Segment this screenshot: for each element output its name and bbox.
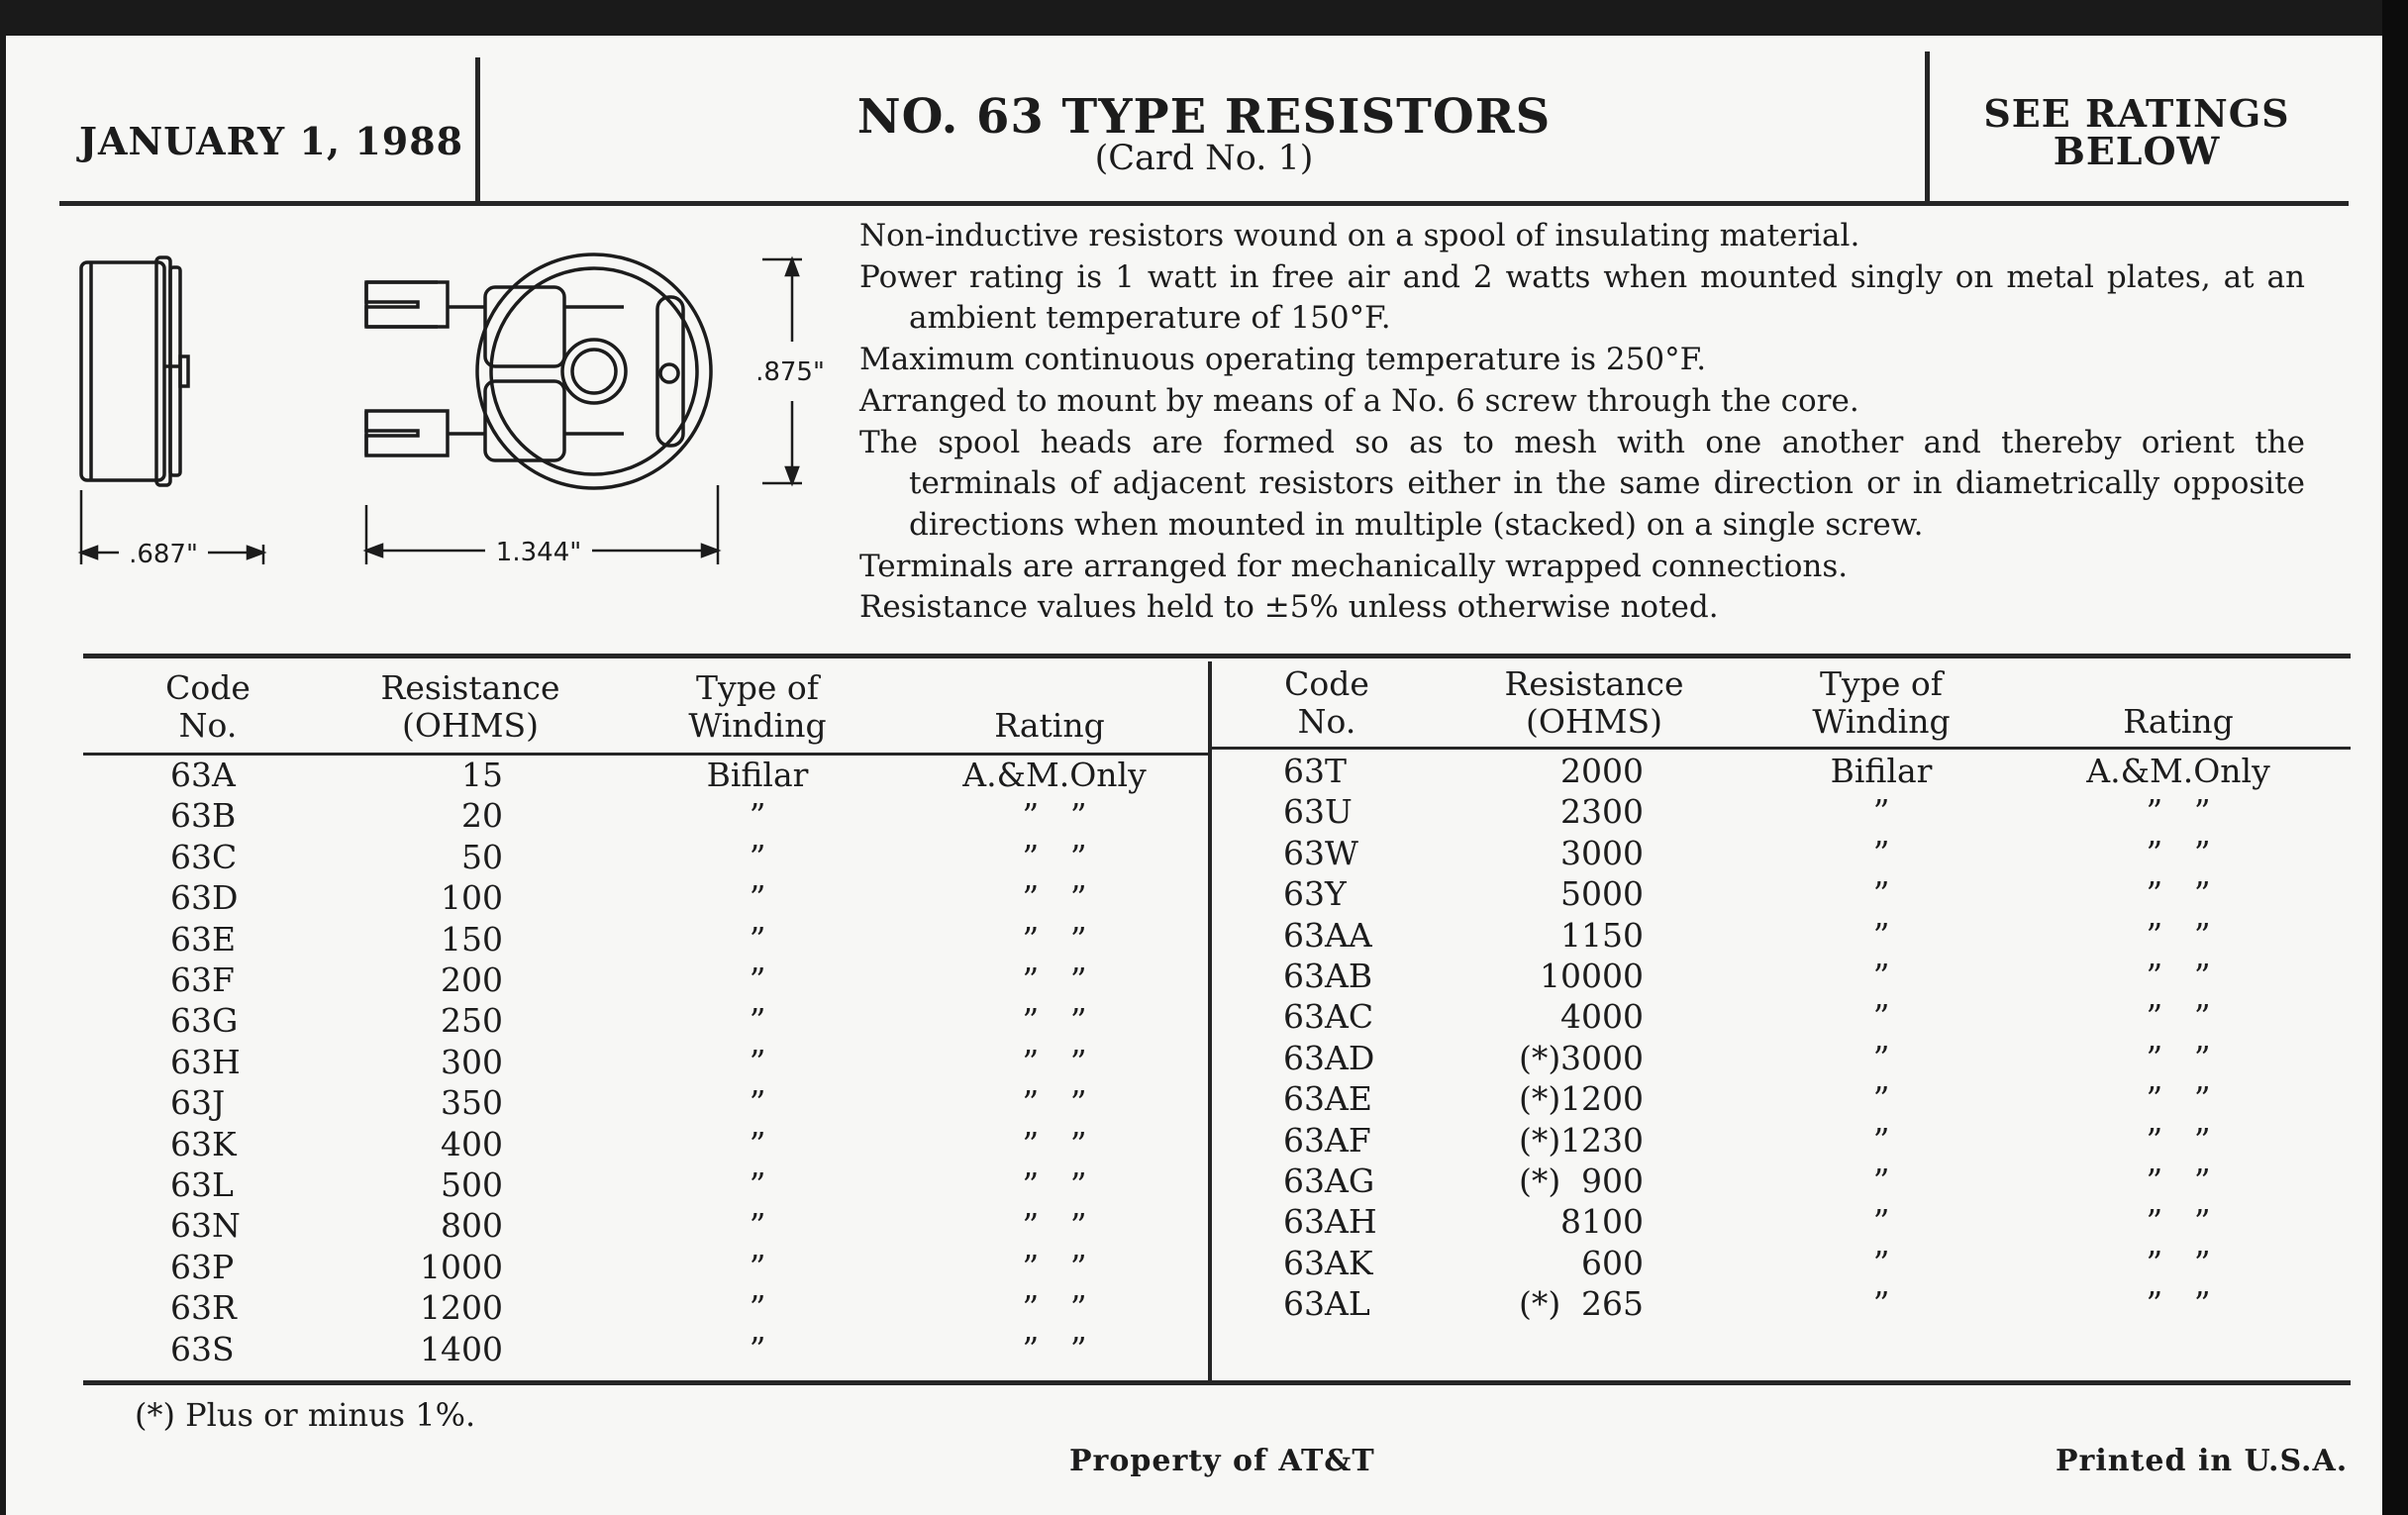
code-cell: 63AB xyxy=(1283,957,1373,995)
winding-cell: ” xyxy=(1872,1079,1890,1119)
description-line: Terminals are arranged for mechanically wrapped connections. xyxy=(859,548,1849,584)
winding-cell: ” xyxy=(1872,1243,1890,1282)
tolerance-mark: (*) xyxy=(1519,1120,1561,1160)
code-cell: 63AA xyxy=(1283,915,1372,955)
dim-side-width: .687" xyxy=(129,540,198,569)
winding-cell: ” xyxy=(1872,1284,1890,1324)
dim-height: .875" xyxy=(755,357,825,387)
page-title: NO. 63 TYPE RESISTORS xyxy=(856,89,1552,145)
table-bottom-rule xyxy=(83,1380,2351,1385)
rating-cell: ” ” xyxy=(1022,1083,1087,1123)
winding-cell: ” xyxy=(749,1288,766,1328)
code-cell: 63AE xyxy=(1283,1079,1372,1119)
code-cell: 63F xyxy=(170,960,235,999)
code-cell: 63AC xyxy=(1283,997,1374,1037)
resistance-cell: 200 xyxy=(441,960,503,999)
code-cell: 63AL xyxy=(1283,1284,1370,1324)
rating-cell: ” ” xyxy=(2146,1284,2211,1324)
header-code: Code No. xyxy=(165,668,251,745)
ratings-note: SEE RATINGS BELOW xyxy=(1983,91,2290,173)
description-line: Non-inductive resistors wound on a spool of insulating material. xyxy=(859,218,1860,253)
description-line: Arranged to mount by means of a No. 6 screw through the core. xyxy=(859,382,1859,419)
header-code: Code No. xyxy=(1284,664,1369,741)
header-resistance: Resistance (OHMS) xyxy=(380,668,560,745)
tolerance-mark: (*) xyxy=(1519,1079,1561,1119)
code-cell: 63K xyxy=(170,1124,237,1163)
rating-cell: ” ” xyxy=(1022,1042,1087,1081)
winding-cell: ” xyxy=(749,1042,766,1081)
description-block xyxy=(859,216,2305,629)
rating-cell: ” ” xyxy=(2146,1079,2211,1119)
winding-cell: Bifilar xyxy=(706,756,809,794)
winding-cell: ” xyxy=(749,1001,766,1041)
code-cell: 63E xyxy=(170,919,237,959)
winding-cell: ” xyxy=(749,1206,766,1246)
resistance-cell: 265 xyxy=(1581,1284,1644,1324)
code-cell: 63C xyxy=(170,837,238,876)
rating-cell: A.&M.Only xyxy=(962,756,1147,794)
rating-cell: ” ” xyxy=(1022,837,1087,876)
rating-cell: ” ” xyxy=(2146,1243,2211,1282)
code-cell: 63AG xyxy=(1283,1162,1375,1200)
code-cell: 63B xyxy=(170,796,237,836)
resistance-cell: 1150 xyxy=(1560,915,1644,955)
resistor-dimension-drawing xyxy=(69,248,832,584)
winding-cell: ” xyxy=(749,878,766,918)
resistance-cell: 20 xyxy=(461,796,503,836)
rating-cell: ” ” xyxy=(1022,796,1087,836)
code-cell: 63AH xyxy=(1283,1202,1377,1242)
dim-front-width: 1.344" xyxy=(495,538,582,567)
resistance-cell: 15 xyxy=(461,756,503,794)
rating-cell: ” ” xyxy=(1022,919,1087,959)
code-cell: 63R xyxy=(170,1288,237,1328)
tolerance-mark: (*) xyxy=(1519,1284,1561,1324)
rating-cell: ” ” xyxy=(2146,957,2211,995)
winding-cell: ” xyxy=(1872,1202,1890,1242)
rating-cell: ” ” xyxy=(1022,1124,1087,1163)
resistance-cell: 150 xyxy=(441,919,503,959)
code-cell: 63Y xyxy=(1283,874,1347,914)
code-cell: 63G xyxy=(170,1001,239,1041)
winding-cell: ” xyxy=(1872,1120,1890,1160)
resistance-cell: 400 xyxy=(441,1124,503,1163)
rating-cell: ” ” xyxy=(2146,915,2211,955)
resistance-cell: 1000 xyxy=(420,1247,503,1286)
description-line: Power rating is 1 watt in free air and 2 watts when mounted singly on metal plates, at an ambient temperature of 150°F. xyxy=(859,258,2305,337)
resistance-cell: 1400 xyxy=(420,1329,503,1368)
rating-cell: ” ” xyxy=(1022,1206,1087,1246)
description-line: The spool heads are formed so as to mesh with one another and thereby orient the terminals of adjacent resistors either in the same direction or in diametrically opposite directions when mounted in multiple (stacked) on a single screw. xyxy=(859,424,2305,543)
card-number: (Card No. 1) xyxy=(1094,139,1314,178)
property-notice: Property of AT&T xyxy=(1069,1444,1375,1478)
resistance-cell: 300 xyxy=(441,1042,503,1081)
winding-cell: ” xyxy=(749,919,766,959)
code-cell: 63S xyxy=(170,1329,235,1368)
winding-cell: ” xyxy=(1872,792,1890,832)
rating-cell: ” ” xyxy=(1022,1329,1087,1368)
description-line: Resistance values held to ±5% unless otherwise noted. xyxy=(859,589,1719,626)
resistance-cell: 4000 xyxy=(1560,997,1644,1037)
winding-cell: ” xyxy=(1872,1038,1890,1077)
code-cell: 63U xyxy=(1283,792,1353,832)
winding-cell: ” xyxy=(749,960,766,999)
header-winding: Type of Winding xyxy=(688,668,827,745)
table-header-rule-right xyxy=(1210,747,2351,750)
resistance-cell: 600 xyxy=(1581,1243,1644,1282)
code-cell: 63J xyxy=(170,1083,226,1123)
winding-cell: ” xyxy=(749,1329,766,1368)
rating-cell: ” ” xyxy=(1022,1165,1087,1204)
code-cell: 63D xyxy=(170,878,239,918)
rating-cell: ” ” xyxy=(2146,1162,2211,1200)
footnote: (*) Plus or minus 1%. xyxy=(135,1396,476,1434)
code-cell: 63P xyxy=(170,1247,235,1286)
rating-cell: ” ” xyxy=(2146,997,2211,1037)
code-cell: 63AK xyxy=(1283,1243,1373,1282)
code-cell: 63N xyxy=(170,1206,241,1246)
winding-cell: ” xyxy=(749,1165,766,1204)
resistance-cell: 10000 xyxy=(1540,957,1644,995)
winding-cell: ” xyxy=(749,796,766,836)
winding-cell: ” xyxy=(749,1247,766,1286)
code-cell: 63W xyxy=(1283,833,1358,872)
winding-cell: ” xyxy=(1872,957,1890,995)
rating-cell: ” ” xyxy=(1022,878,1087,918)
code-cell: 63H xyxy=(170,1042,241,1081)
rating-cell: ” ” xyxy=(1022,960,1087,999)
code-cell: 63T xyxy=(1283,752,1348,790)
rating-cell: ” ” xyxy=(1022,1001,1087,1041)
resistance-cell: 900 xyxy=(1581,1162,1644,1200)
resistance-cell: 3000 xyxy=(1560,833,1644,872)
tolerance-mark: (*) xyxy=(1519,1038,1561,1077)
resistance-cell: 2300 xyxy=(1560,792,1644,832)
resistance-cell: 800 xyxy=(441,1206,503,1246)
resistance-cell: 50 xyxy=(461,837,503,876)
resistance-cell: 3000 xyxy=(1560,1038,1644,1077)
scan-edge xyxy=(2382,0,2408,1515)
resistance-cell: 250 xyxy=(441,1001,503,1041)
rating-cell: ” ” xyxy=(2146,833,2211,872)
table-top-rule xyxy=(83,654,2351,658)
resistance-cell: 500 xyxy=(441,1165,503,1204)
rating-cell: ” ” xyxy=(2146,874,2211,914)
winding-cell: ” xyxy=(1872,833,1890,872)
resistance-cell: 5000 xyxy=(1560,874,1644,914)
resistance-cell: 1230 xyxy=(1560,1120,1644,1160)
description-line: Maximum continuous operating temperature is 250°F. xyxy=(859,342,1707,378)
code-cell: 63A xyxy=(170,756,236,794)
winding-cell: ” xyxy=(1872,874,1890,914)
header-rating: Rating xyxy=(2123,702,2234,741)
code-cell: 63AF xyxy=(1283,1120,1371,1160)
code-cell: 63L xyxy=(170,1165,234,1204)
winding-cell: ” xyxy=(749,1124,766,1163)
rating-cell: ” ” xyxy=(2146,1202,2211,1242)
resistance-cell: 1200 xyxy=(420,1288,503,1328)
rating-cell: ” ” xyxy=(2146,1038,2211,1077)
header-winding: Type of Winding xyxy=(1812,664,1951,741)
resistance-cell: 8100 xyxy=(1560,1202,1644,1242)
header-divider-left xyxy=(475,57,480,203)
resistance-cell: 350 xyxy=(441,1083,503,1123)
printed-notice: Printed in U.S.A. xyxy=(2056,1444,2349,1478)
tolerance-mark: (*) xyxy=(1519,1162,1561,1200)
header-resistance: Resistance (OHMS) xyxy=(1504,664,1684,741)
table-center-divider xyxy=(1208,661,1212,1380)
winding-cell: Bifilar xyxy=(1830,752,1933,790)
winding-cell: ” xyxy=(1872,1162,1890,1200)
header-rating: Rating xyxy=(994,706,1105,745)
winding-cell: ” xyxy=(749,837,766,876)
header-rule xyxy=(59,201,2349,206)
resistance-cell: 1200 xyxy=(1560,1079,1644,1119)
rating-cell: ” ” xyxy=(2146,1120,2211,1160)
resistance-cell: 100 xyxy=(441,878,503,918)
code-cell: 63AD xyxy=(1283,1038,1375,1077)
resistance-cell: 2000 xyxy=(1560,752,1644,790)
rating-cell: ” ” xyxy=(2146,792,2211,832)
rating-cell: A.&M.Only xyxy=(2086,752,2270,790)
rating-cell: ” ” xyxy=(1022,1247,1087,1286)
rating-cell: ” ” xyxy=(1022,1288,1087,1328)
issue-date: JANUARY 1, 1988 xyxy=(79,119,464,163)
front-view xyxy=(366,254,711,488)
side-view xyxy=(81,257,188,485)
winding-cell: ” xyxy=(749,1083,766,1123)
winding-cell: ” xyxy=(1872,997,1890,1037)
winding-cell: ” xyxy=(1872,915,1890,955)
